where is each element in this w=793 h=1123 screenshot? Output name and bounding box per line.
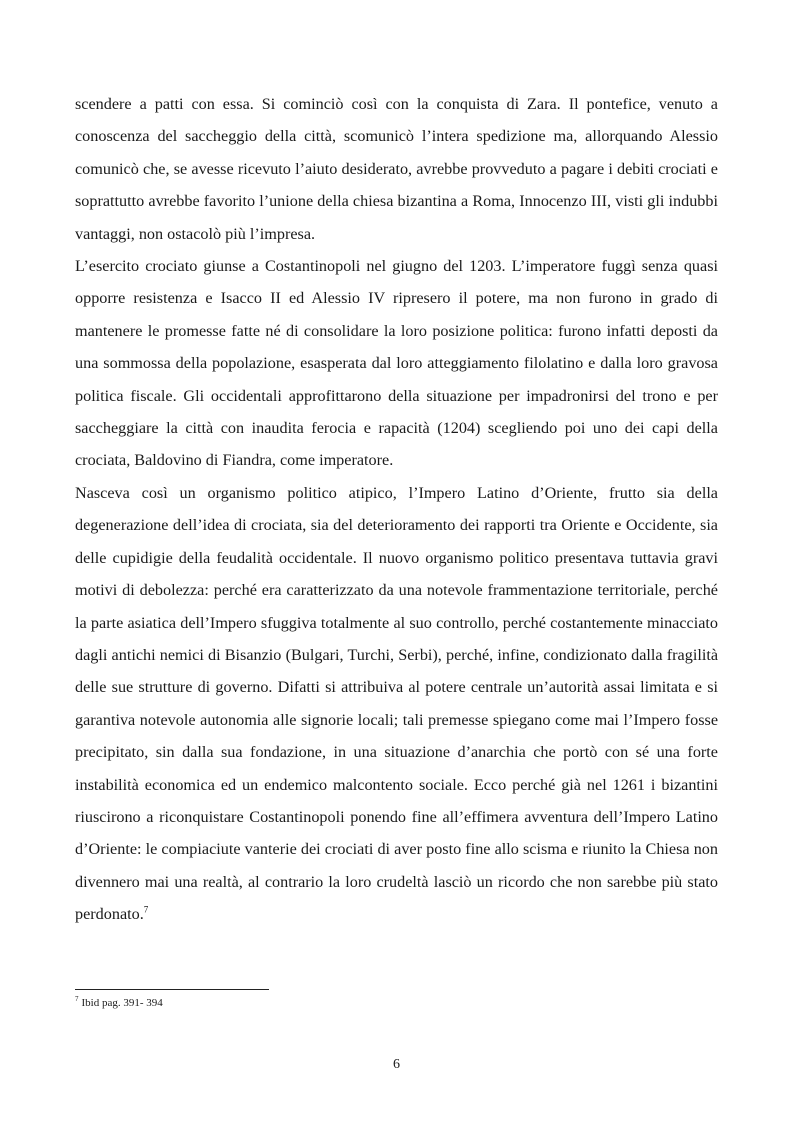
footnote-text: Ibid pag. 391- 394: [81, 997, 163, 1009]
paragraph-3-text: Nasceva così un organismo politico atipico, l’Impero Latino d’Oriente, frutto sia della degenerazione dell’idea di crociata, sia del deterioramento dei rapporti tra Oriente e Occidente, sia delle cupidigie della feudalità occidentale. Il nuovo organismo politico presentava tuttavia gravi motivi di debolezza: perché era caratterizzato da una notevole frammentazione territoriale, perché la parte asiatica dell’Impero sfuggiva totalmente al suo controllo, perché costantemente minacciato dagli antichi nemici di Bisanzio (Bulgari, Turchi, Serbi), perché, infine, condizionato dalla fragilità delle sue strutture di governo. Difatti si attribuiva al potere centrale un’autorità assai limitata e si garantiva notevole autonomia alle signorie locali; tali premesse spiegano come mai l’Impero fosse precipitato, sin dalla sua fondazione, in una situazione d’anarchia che portò con sé una forte instabilità economica ed un endemico malcontento sociale. Ecco perché già nel 1261 i bizantini riuscirono a riconquistare Costantinopoli ponendo fine all’effimera avventura dell’Impero Latino d’Oriente: le compiaciute vanterie dei crociati di aver posto fine allo scisma e riunito la Chiesa non divennero mai una realtà, al contrario la loro crudeltà lasciò un ricordo che non sarebbe più stato perdonato.: [75, 483, 718, 924]
page-body: [75, 88, 718, 931]
paragraph-1: scendere a patti con essa. Si cominciò così con la conquista di Zara. Il pontefice, venuto a conoscenza del saccheggio della città, scomunicò l’intera spedizione ma, allorquando Alessio comunicò che, se avesse ricevuto l’aiuto desiderato, avrebbe provveduto a pagare i debiti crociati e soprattutto avrebbe favorito l’unione della chiesa bizantina a Roma, Innocenzo III, visti gli indubbi vantaggi, non ostacolò più l’impresa.: [75, 95, 718, 243]
paragraph-2: L’esercito crociato giunse a Costantinopoli nel giugno del 1203. L’imperatore fuggì senza quasi opporre resistenza e Isacco II ed Alessio IV ripresero il potere, ma non furono in grado di mantenere le promesse fatte né di consolidare la loro posizione politica: furono infatti deposti da una sommossa della popolazione, esasperata dal loro atteggiamento filolatino e dalla loro gravosa politica fiscale. Gli occidentali approfittarono della situazione per impadronirsi del trono e per saccheggiare la città con inaudita ferocia e rapacità (1204) scegliendo poi uno dei capi della crociata, Baldovino di Fiandra, come imperatore.: [75, 257, 718, 470]
footnote-reference: 7: [143, 904, 149, 915]
footnote-separator: [75, 989, 269, 990]
page-number: 6: [393, 1057, 400, 1072]
footnote-mark: 7: [75, 995, 79, 1004]
footnote: [75, 996, 163, 1010]
paragraph-3: [75, 477, 718, 931]
